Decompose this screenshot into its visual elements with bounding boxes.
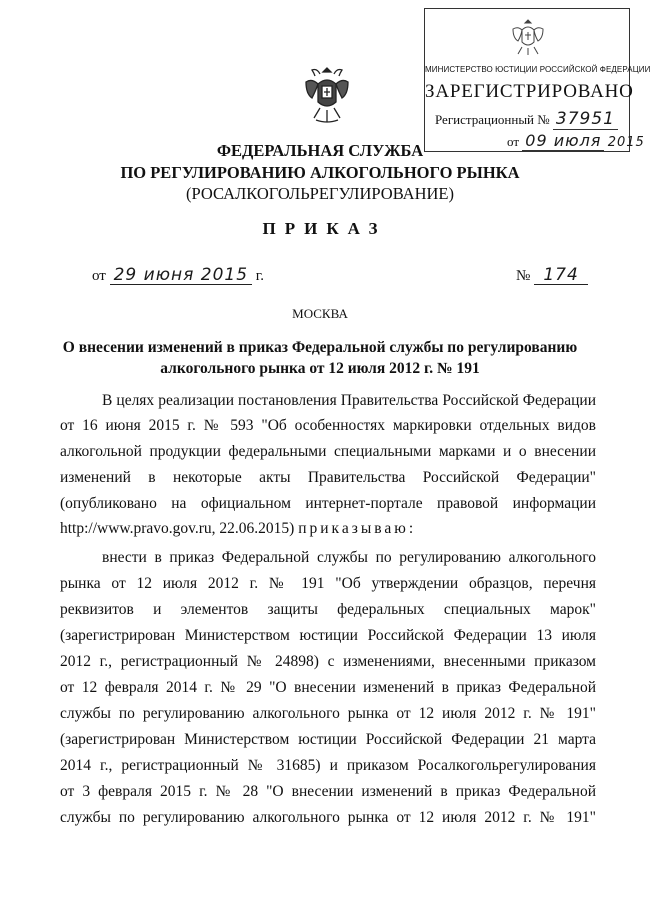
stamp-regno-value: 37951 [553, 109, 618, 130]
agency-short-name: (РОСАЛКОГОЛЬРЕГУЛИРОВАНИЕ) [186, 184, 454, 203]
body-line: реквизитов и элементов защиты федеральных специальных марок" [60, 601, 596, 618]
stamp-emblem-icon [509, 17, 547, 57]
agency-name-line1: ФЕДЕРАЛЬНАЯ СЛУЖБА [216, 141, 424, 160]
body-line: (опубликовано на официальном интернет-портале правовой информации [60, 495, 596, 512]
stamp-regno-label: Регистрационный № [435, 112, 550, 127]
registration-stamp [424, 8, 650, 152]
document-type-title: ПРИКАЗ [262, 219, 387, 238]
body-line: (зарегистрирован Министерством юстиции Российской Федерации 21 марта [60, 731, 596, 748]
body-line: от 3 февраля 2015 г. № 28 "О внесении изменений в приказ Федеральной [60, 783, 596, 800]
body-line: алкогольной продукции федеральными специальными марками и о внесении [60, 443, 596, 460]
body-line: от 12 февраля 2014 г. № 29 "О внесении изменений в приказ Федеральной [60, 679, 596, 696]
stamp-date-prefix: от [507, 134, 520, 149]
order-date-line [92, 266, 264, 285]
directive-word: приказываю: [298, 520, 417, 537]
stamp-regno-row [435, 109, 618, 129]
body-line: от 16 июня 2015 г. № 593 "Об особенностях маркировки отдельных видов [60, 417, 596, 434]
body-line-text: http://www.pravo.gov.ru, 22.06.2015) [60, 520, 295, 537]
order-number-line [516, 266, 588, 285]
stamp-registered-label: ЗАРЕГИСТРИРОВАНО [425, 81, 634, 102]
body-line: В целях реализации постановления Правительства Российской Федерации [102, 392, 596, 409]
city: МОСКВА [292, 306, 348, 321]
body-line: 2014 г., регистрационный № 31685) и приказом Росалкогольрегулирования [60, 757, 596, 774]
subject-line2: алкогольного рынка от 12 июля 2012 г. № 191 [160, 360, 480, 377]
body-line: службы по регулированию алкогольного рынка от 12 июля 2012 г. № 191" [60, 705, 596, 722]
order-date-suffix: г. [255, 268, 264, 284]
order-number-prefix: № [516, 268, 531, 284]
order-date-prefix: от [92, 268, 106, 284]
stamp-date-year: 2015 [607, 135, 645, 150]
order-date-value: 29 июня 2015 [110, 266, 252, 285]
body-line-directive [60, 519, 596, 539]
body-line: рынка от 12 июля 2012 г. № 191 "Об утверждении образцов, перечня [60, 575, 596, 592]
coat-of-arms-icon [302, 64, 352, 126]
stamp-date-value: 09 июля [522, 131, 604, 151]
body-line: внести в приказ Федеральной службы по регулированию алкогольного [102, 549, 596, 566]
body-line: 2012 г., регистрационный № 24898) с изменениями, внесенными приказом [60, 653, 596, 670]
stamp-ministry-name: МИНИСТЕРСТВО ЮСТИЦИИ РОССИЙСКОЙ ФЕДЕРАЦИИ [425, 65, 650, 74]
body-line: изменений в некоторые акты Правительства Российской Федерации" [60, 469, 596, 486]
agency-name-line2: ПО РЕГУЛИРОВАНИЮ АЛКОГОЛЬНОГО РЫНКА [120, 163, 520, 182]
body-line: службы по регулированию алкогольного рынка от 12 июля 2012 г. № 191" [60, 809, 596, 826]
subject-line1: О внесении изменений в приказ Федеральной службы по регулированию [62, 339, 578, 356]
body-line: (зарегистрирован Министерством юстиции Российской Федерации 13 июля [60, 627, 596, 644]
order-number-value: 174 [534, 266, 588, 285]
